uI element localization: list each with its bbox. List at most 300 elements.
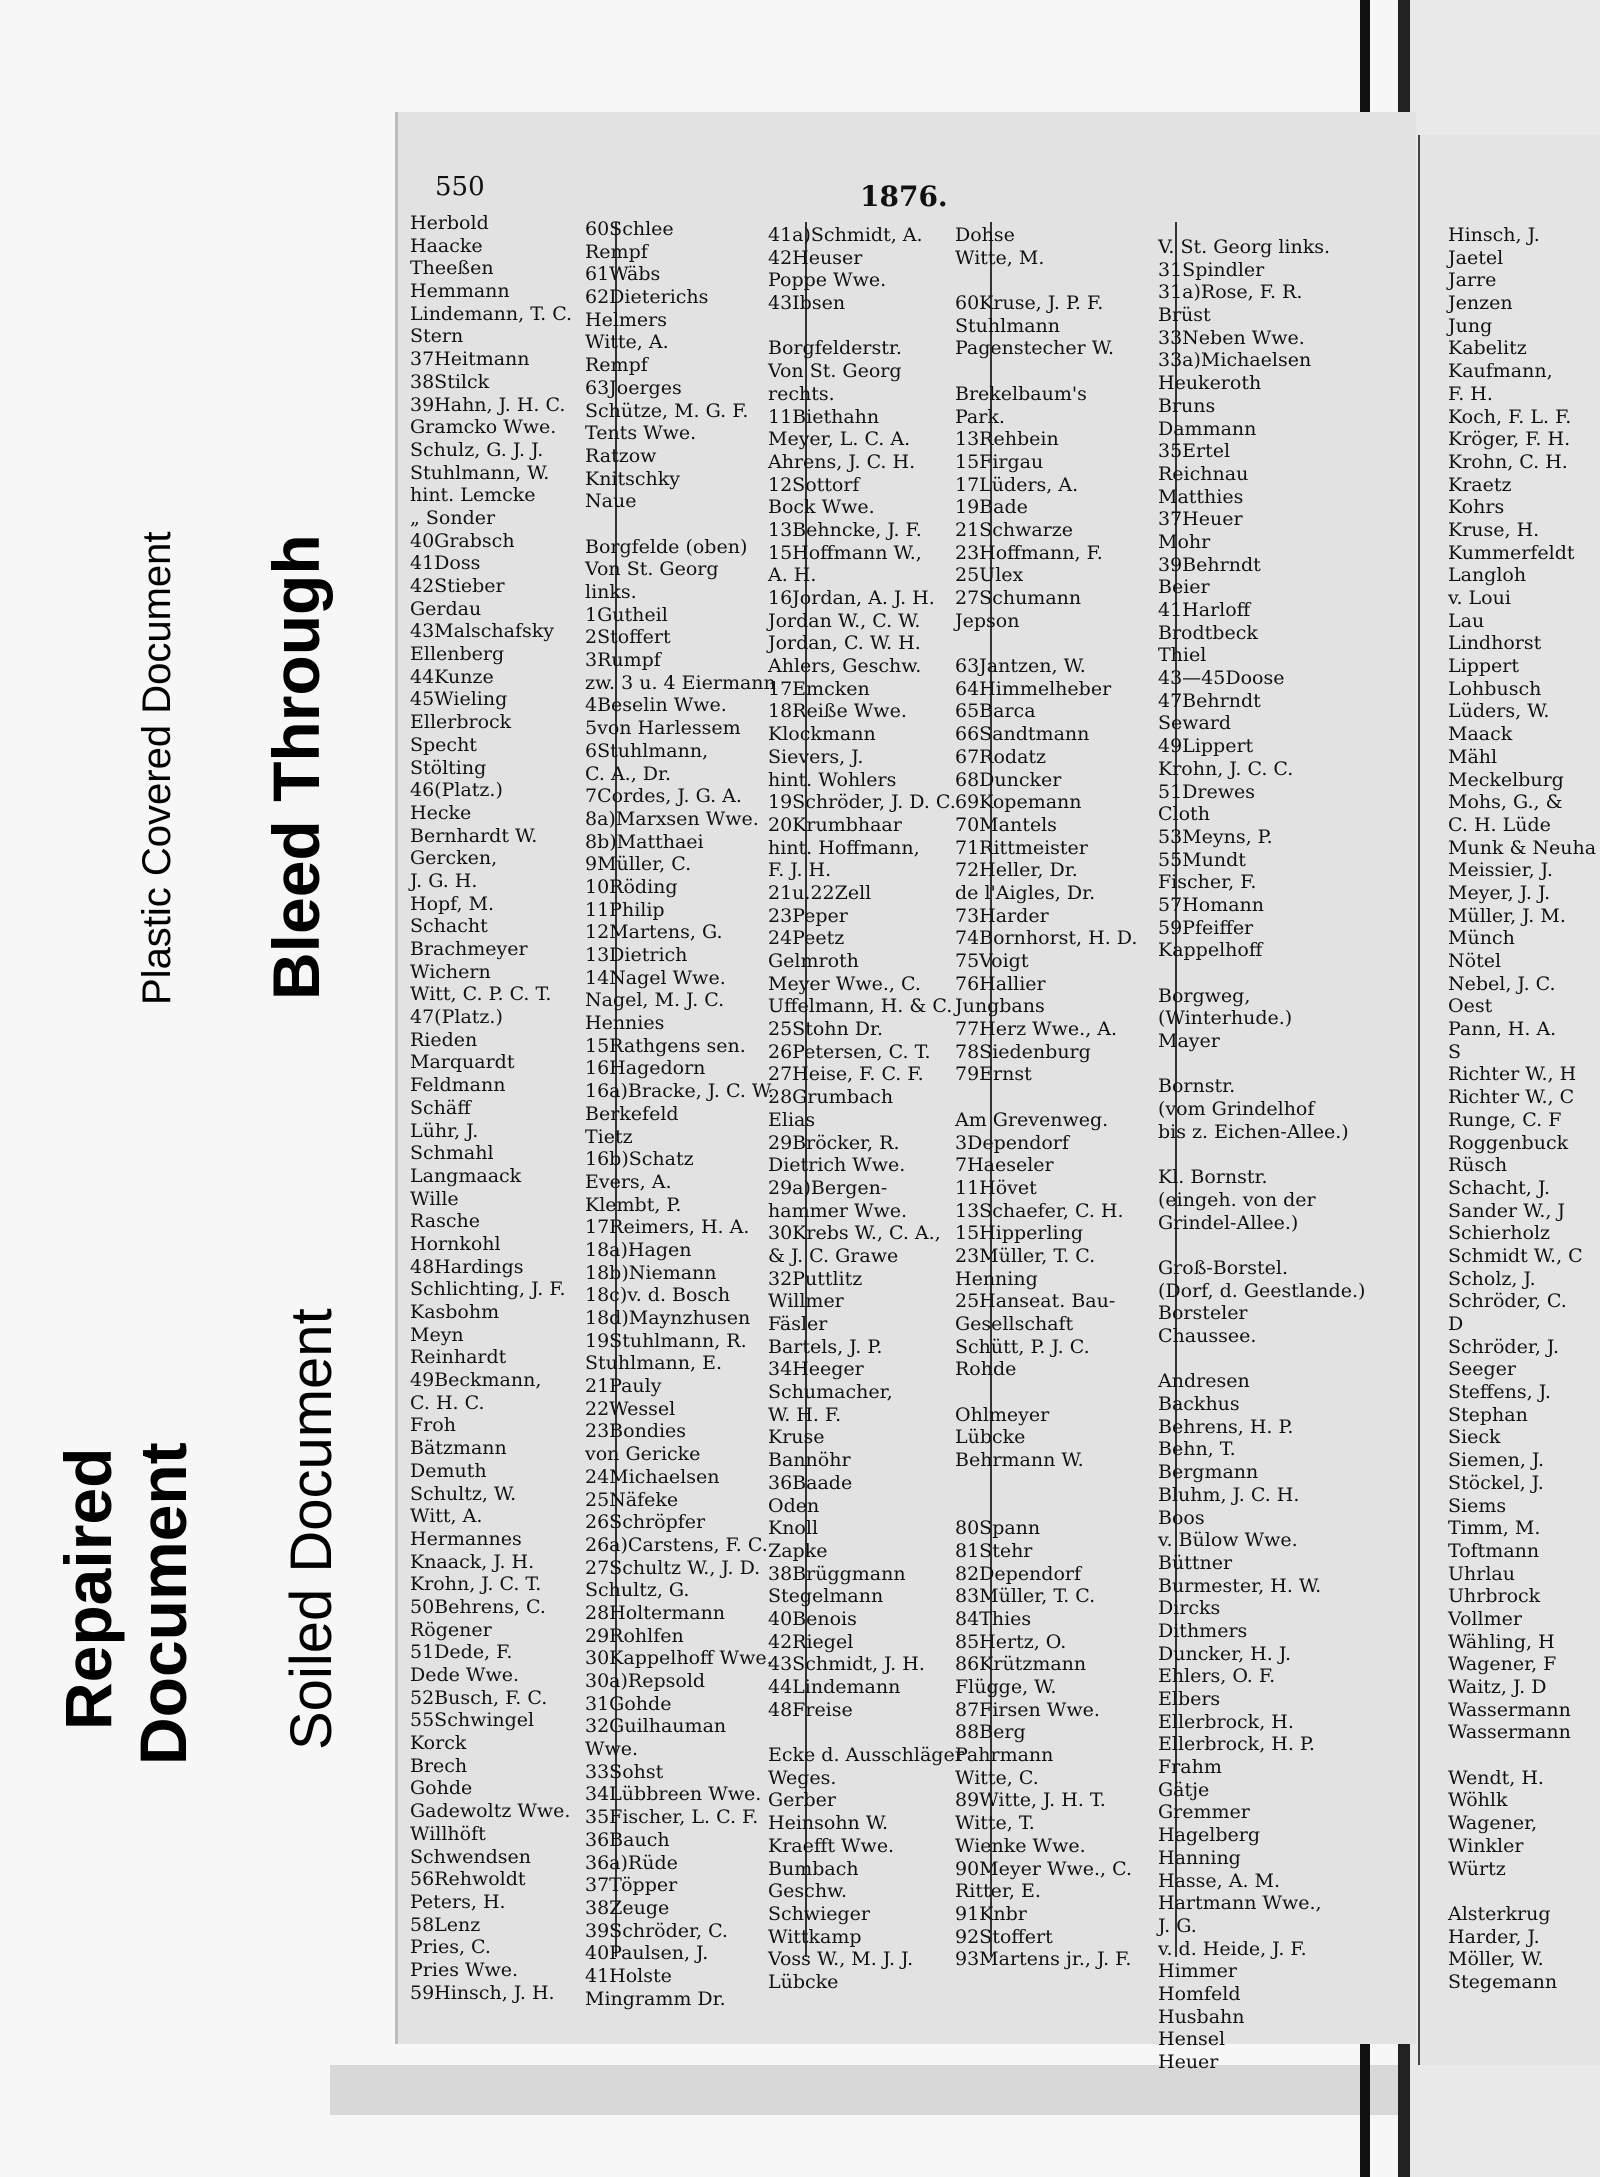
directory-entry: Meyer, L. C. A. bbox=[768, 428, 911, 451]
directory-entry: Alsterkrug bbox=[1448, 1902, 1551, 1925]
directory-entry: J. G. bbox=[1158, 1914, 1197, 1937]
directory-entry: Thiel bbox=[1158, 644, 1207, 667]
directory-entry: Dircks bbox=[1158, 1597, 1221, 1620]
directory-entry: 33Neben Wwe. bbox=[1158, 326, 1305, 349]
directory-entry: 8b)Matthaei bbox=[585, 830, 704, 853]
directory-entry: Frahm bbox=[1158, 1756, 1222, 1779]
directory-entry: Schmahl bbox=[410, 1142, 494, 1165]
directory-entry: D bbox=[1448, 1313, 1464, 1335]
directory-entry: 15Firgau bbox=[955, 450, 1044, 473]
directory-entry: 38Zeuge bbox=[585, 1896, 670, 1919]
directory-entry: Kaufmann, bbox=[1448, 360, 1553, 383]
directory-entry: 40Benois bbox=[768, 1607, 857, 1630]
directory-entry: 13Rehbein bbox=[955, 428, 1059, 451]
directory-entry: 64Himmelheber bbox=[955, 677, 1112, 700]
directory-entry: Witte, C. bbox=[955, 1766, 1039, 1789]
directory-entry: 9Müller, C. bbox=[585, 853, 692, 876]
directory-entry: Bock Wwe. bbox=[768, 496, 875, 519]
directory-entry: Witte, A. bbox=[585, 331, 669, 354]
directory-entry: Wöhlk bbox=[1448, 1789, 1508, 1812]
directory-entry: Ellenberg bbox=[410, 643, 505, 666]
directory-entry: Lohbusch bbox=[1448, 677, 1542, 700]
directory-entry: 82Dependorf bbox=[955, 1562, 1082, 1585]
directory-entry: 35Fischer, L. C. F. bbox=[585, 1806, 759, 1829]
directory-entry: 46(Platz.) bbox=[410, 779, 503, 802]
directory-entry: (vom Grindelhof bbox=[1158, 1098, 1315, 1121]
directory-entry bbox=[955, 1472, 1170, 1495]
directory-entry: 78Siedenburg bbox=[955, 1040, 1091, 1063]
directory-entry: Ehlers, O. F. bbox=[1158, 1665, 1276, 1688]
directory-entry: links. bbox=[585, 581, 637, 603]
directory-entry: Hasse, A. M. bbox=[1158, 1869, 1281, 1892]
directory-entry: Gramcko Wwe. bbox=[410, 416, 557, 439]
directory-entry: Geschw. bbox=[768, 1880, 848, 1903]
directory-entry: 79Ernst bbox=[955, 1063, 1032, 1086]
directory-entry: Hinsch, J. bbox=[1448, 224, 1540, 246]
directory-entry: 43Malschafsky bbox=[410, 620, 555, 643]
directory-entry: F. H. bbox=[1448, 382, 1493, 405]
directory-entry: 25Stohn Dr. bbox=[768, 1018, 884, 1041]
directory-entry: Schacht bbox=[410, 915, 488, 938]
directory-entry: Gätje bbox=[1158, 1778, 1210, 1801]
directory-entry: 18a)Hagen bbox=[585, 1238, 692, 1261]
directory-entry: 90Meyer Wwe., C. bbox=[955, 1857, 1133, 1880]
directory-entry: Behn, T. bbox=[1158, 1438, 1236, 1461]
directory-entry: Meissier, J. bbox=[1448, 859, 1553, 882]
directory-entry: Langloh bbox=[1448, 564, 1527, 587]
directory-entry: 17Emcken bbox=[768, 677, 870, 700]
directory-entry: Reichnau bbox=[1158, 462, 1249, 485]
directory-entry: 14Nagel Wwe. bbox=[585, 966, 726, 989]
directory-entry: 25Näfeke bbox=[585, 1488, 679, 1511]
directory-entry: 1Gutheil bbox=[585, 603, 668, 626]
directory-entry bbox=[955, 1086, 1170, 1109]
directory-entry: 53Meyns, P. bbox=[1158, 825, 1273, 848]
directory-entry: Schacht, J. bbox=[1448, 1176, 1550, 1199]
directory-entry: Stegelmann bbox=[768, 1585, 884, 1608]
directory-entry: 32Guilhauman bbox=[585, 1715, 727, 1738]
directory-entry: Nagel, M. J. C. bbox=[585, 989, 725, 1012]
directory-entry: Am Grevenweg. bbox=[955, 1108, 1109, 1131]
directory-entry bbox=[1158, 1234, 1403, 1257]
directory-entry: Oden bbox=[768, 1494, 820, 1517]
directory-entry: Borgfelde (oben) bbox=[585, 535, 748, 558]
directory-entry: Kummerfeldt bbox=[1448, 541, 1575, 564]
directory-entry: 68Duncker bbox=[955, 768, 1062, 791]
directory-entry: hint. Lemcke bbox=[410, 484, 536, 507]
directory-entry bbox=[1448, 1880, 1598, 1903]
directory-entry: Wittkamp bbox=[768, 1925, 862, 1948]
directory-entry: Toftmann bbox=[1448, 1539, 1540, 1562]
directory-entry: 19Bade bbox=[955, 496, 1028, 519]
directory-entry: 4Beselin Wwe. bbox=[585, 694, 727, 717]
directory-entry: 30Kappelhoff Wwe. bbox=[585, 1647, 773, 1670]
directory-entry: Langmaack bbox=[410, 1164, 522, 1187]
directory-entry: 23Hoffmann, F. bbox=[955, 541, 1103, 564]
directory-entry: 58Lenz bbox=[410, 1913, 481, 1936]
repaired-label-line2: Document bbox=[126, 1442, 200, 1765]
directory-entry: Berkefeld bbox=[585, 1102, 679, 1125]
directory-entry: Kruse, H. bbox=[1448, 518, 1540, 541]
directory-entry: 13Behncke, J. F. bbox=[768, 518, 922, 541]
directory-entry: Stuhlmann, E. bbox=[585, 1352, 723, 1375]
directory-entry: Hensel bbox=[1158, 2028, 1226, 2051]
directory-entry: Schlichting, J. F. bbox=[410, 1278, 566, 1301]
directory-entry: Münch bbox=[1448, 927, 1515, 950]
directory-entry: 41Harloff bbox=[1158, 599, 1251, 621]
directory-entry: Krohn, J. C. T. bbox=[410, 1573, 542, 1596]
directory-entry: Hopf, M. bbox=[410, 892, 495, 915]
directory-entry: Brüst bbox=[1158, 304, 1211, 327]
directory-entry: Hermannes bbox=[410, 1527, 522, 1550]
directory-entry: 37Heitmann bbox=[410, 348, 530, 371]
directory-entry: Homfeld bbox=[1158, 1982, 1241, 2005]
directory-entry: 21Pauly bbox=[585, 1375, 662, 1398]
directory-entry: J. G. H. bbox=[410, 869, 478, 892]
directory-entry: Rüsch bbox=[1448, 1154, 1508, 1177]
directory-entry: Flügge, W. bbox=[955, 1676, 1057, 1698]
directory-entry bbox=[955, 1381, 1170, 1404]
directory-entry: Borgfelderstr. bbox=[768, 337, 902, 360]
directory-entry: 40Paulsen, J. bbox=[585, 1942, 709, 1965]
directory-entry: 15Rathgens sen. bbox=[585, 1034, 746, 1057]
directory-entry: Bernhardt W. bbox=[410, 824, 538, 847]
directory-entry: 75Voigt bbox=[955, 950, 1029, 972]
directory-entry: Seward bbox=[1158, 712, 1232, 735]
directory-entry: Feldmann bbox=[410, 1074, 506, 1097]
directory-entry: Von St. Georg bbox=[585, 558, 719, 581]
directory-entry: Witte, M. bbox=[955, 246, 1045, 269]
directory-entry: 30a)Repsold bbox=[585, 1670, 706, 1692]
directory-entry: Mohs, G., & bbox=[1448, 791, 1563, 814]
directory-entry: Wassermann bbox=[1448, 1721, 1571, 1744]
directory-entry: Rempf bbox=[585, 240, 648, 263]
directory-entry: Runge, C. F bbox=[1448, 1108, 1562, 1131]
directory-entry: Pann, H. A. bbox=[1448, 1018, 1557, 1041]
directory-entry: Stölting bbox=[410, 756, 487, 779]
directory-entry: Steffens, J. bbox=[1448, 1381, 1551, 1404]
directory-entry: 28Grumbach bbox=[768, 1086, 894, 1109]
directory-entry: 18d)Maynzhusen bbox=[585, 1307, 751, 1329]
directory-entry: Witt, C. P. C. T. bbox=[410, 983, 552, 1006]
directory-entry: Jungbans bbox=[955, 995, 1045, 1018]
directory-entry: 50Behrens, C. bbox=[410, 1595, 546, 1618]
directory-entry: Lindemann, T. C. bbox=[410, 302, 573, 325]
directory-entry: 80Spann bbox=[955, 1517, 1041, 1540]
directory-entry: Knoll bbox=[768, 1517, 819, 1540]
directory-entry: Kabelitz bbox=[1448, 337, 1527, 360]
directory-entry: Hanning bbox=[1158, 1846, 1241, 1869]
directory-entry: 56Rehwoldt bbox=[410, 1868, 526, 1891]
directory-entry: Peters, H. bbox=[410, 1890, 506, 1913]
directory-entry: Klembt, P. bbox=[585, 1193, 682, 1216]
directory-entry: 41Holste bbox=[585, 1964, 672, 1987]
directory-entry: Uhrlau bbox=[1448, 1562, 1515, 1585]
directory-entry: 65Barca bbox=[955, 700, 1036, 723]
directory-entry: Nötel bbox=[1448, 950, 1502, 972]
directory-entry: Bluhm, J. C. H. bbox=[1158, 1483, 1300, 1506]
directory-entry: Stegemann bbox=[1448, 1970, 1558, 1993]
directory-entry: Willmer bbox=[768, 1290, 844, 1313]
directory-entry: 29Rohlfen bbox=[585, 1624, 684, 1647]
directory-entry: 18c)v. d. Bosch bbox=[585, 1284, 731, 1307]
directory-entry: C. A., Dr. bbox=[585, 762, 672, 785]
directory-entry: Cloth bbox=[1158, 803, 1210, 826]
directory-entry: Roggenbuck bbox=[1448, 1131, 1569, 1154]
directory-entry: Herbold bbox=[410, 212, 489, 234]
directory-entry: 39Hahn, J. H. C. bbox=[410, 393, 566, 416]
directory-entry: 32Puttlitz bbox=[768, 1267, 863, 1290]
directory-entry: 26Schröpfer bbox=[585, 1511, 706, 1534]
directory-entry: Rohde bbox=[955, 1358, 1017, 1381]
directory-entry: Brekelbaum's bbox=[955, 382, 1087, 405]
directory-entry: 60Kruse, J. P. F. bbox=[955, 292, 1104, 315]
directory-entry: Pahrmann bbox=[955, 1744, 1054, 1767]
directory-entry: Mayer bbox=[1158, 1030, 1220, 1053]
directory-entry: 51Drewes bbox=[1158, 780, 1255, 803]
directory-entry: 84Thies bbox=[955, 1607, 1032, 1630]
directory-entry: Witt, A. bbox=[410, 1505, 483, 1528]
directory-entry: Dithmers bbox=[1158, 1619, 1248, 1642]
directory-entry: 44Lindemann bbox=[768, 1676, 901, 1698]
directory-entry: Schwendsen bbox=[410, 1845, 532, 1868]
directory-entry: Bergmann bbox=[1158, 1461, 1259, 1484]
directory-entry: (eingeh. von der bbox=[1158, 1188, 1316, 1211]
directory-entry: Boos bbox=[1158, 1506, 1205, 1529]
directory-entry: C. H. C. bbox=[410, 1391, 485, 1414]
directory-entry: 24Peetz bbox=[768, 927, 845, 950]
directory-entry bbox=[955, 632, 1170, 655]
directory-entry: Jarre bbox=[1448, 269, 1497, 292]
directory-entry: Voss W., M. J. J. bbox=[768, 1948, 914, 1971]
directory-entry: Sieck bbox=[1448, 1426, 1501, 1449]
directory-entry: 87Firsen Wwe. bbox=[955, 1698, 1100, 1721]
directory-entry: Winkler bbox=[1448, 1834, 1524, 1857]
directory-entry: 70Mantels bbox=[955, 813, 1057, 836]
directory-entry: Pries Wwe. bbox=[410, 1958, 519, 1981]
directory-entry: 59Pfeiffer bbox=[1158, 916, 1254, 939]
directory-entry: Bätzmann bbox=[410, 1437, 507, 1460]
directory-entry: Brodtbeck bbox=[1158, 621, 1258, 644]
directory-entry: Schütze, M. G. F. bbox=[585, 399, 749, 422]
directory-entry: 28Holtermann bbox=[585, 1601, 726, 1624]
directory-entry: (Winterhude.) bbox=[1158, 1007, 1293, 1030]
directory-entry: 62Dieterichs bbox=[585, 286, 709, 309]
directory-entry: Lüders, W. bbox=[1448, 700, 1550, 723]
directory-entry: 49Beckmann, bbox=[410, 1369, 542, 1392]
directory-entry: Elias bbox=[768, 1108, 816, 1131]
directory-entry: Himmer bbox=[1158, 1960, 1238, 1983]
directory-entry: 40Grabsch bbox=[410, 529, 515, 552]
directory-entry: Korck bbox=[410, 1732, 467, 1755]
directory-entry: 42Heuser bbox=[768, 246, 863, 269]
directory-entry: Kappelhoff bbox=[1158, 939, 1263, 962]
directory-entry: Jung bbox=[1448, 314, 1493, 337]
directory-entry: Hemmann bbox=[410, 280, 510, 303]
directory-entry: Dede Wwe. bbox=[410, 1664, 519, 1686]
directory-entry: Behrens, H. P. bbox=[1158, 1415, 1294, 1438]
directory-entry: Kohrs bbox=[1448, 496, 1505, 519]
directory-entry: Schulz, G. J. J. bbox=[410, 438, 544, 461]
directory-entry: Siemen, J. bbox=[1448, 1449, 1545, 1472]
directory-entry: Kruse bbox=[768, 1426, 825, 1449]
directory-entry: Jordan, C. W. H. bbox=[768, 632, 921, 655]
directory-entry: 18b)Niemann bbox=[585, 1261, 717, 1284]
directory-entry: Mähl bbox=[1448, 745, 1498, 768]
directory-entry: Dietrich Wwe. bbox=[768, 1154, 906, 1177]
directory-entry: 29a)Bergen- bbox=[768, 1176, 888, 1199]
directory-entry: Fischer, F. bbox=[1158, 871, 1257, 894]
directory-entry: Ritter, E. bbox=[955, 1880, 1041, 1903]
directory-entry: Schütt, P. J. C. bbox=[955, 1335, 1090, 1358]
directory-entry: 16Hagedorn bbox=[585, 1057, 706, 1080]
directory-entry: 23Müller, T. C. bbox=[955, 1244, 1096, 1267]
directory-entry: Wähling, H bbox=[1448, 1630, 1555, 1653]
directory-entry: 31a)Rose, F. R. bbox=[1158, 281, 1303, 304]
directory-entry: Sander W., J bbox=[1448, 1199, 1566, 1222]
directory-entry: Mohr bbox=[1158, 530, 1211, 553]
directory-entry: Park. bbox=[955, 405, 1005, 428]
directory-entry: 16Jordan, A. J. H. bbox=[768, 587, 935, 609]
directory-entry: 17Lüders, A. bbox=[955, 473, 1079, 496]
directory-entry: Schröder, C. bbox=[1448, 1290, 1567, 1313]
directory-entry: 71Rittmeister bbox=[955, 836, 1088, 859]
directory-entry: Gelmroth bbox=[768, 950, 859, 972]
directory-entry: Specht bbox=[410, 733, 477, 756]
directory-entry: hint. Wohlers bbox=[768, 768, 897, 791]
directory-entry: A. H. bbox=[768, 564, 817, 587]
directory-entry: Hecke bbox=[410, 801, 472, 824]
directory-entry: W. H. F. bbox=[768, 1403, 842, 1426]
directory-entry: 16b)Schatz bbox=[585, 1148, 694, 1171]
directory-entry: 22Wessel bbox=[585, 1397, 676, 1420]
directory-entry: Schwieger bbox=[768, 1902, 870, 1925]
directory-entry: 60Schlee bbox=[585, 218, 674, 240]
directory-entry: 8a)Marxsen Wwe. bbox=[585, 807, 759, 830]
directory-entry: „ Sonder bbox=[410, 506, 496, 529]
directory-entry: 26a)Carstens, F. C. bbox=[585, 1533, 768, 1556]
directory-entry: 3Rumpf bbox=[585, 649, 661, 672]
directory-entry: Bartels, J. P. bbox=[768, 1335, 883, 1358]
page-number: 550 bbox=[435, 172, 485, 202]
directory-entry: Scholz, J. bbox=[1448, 1267, 1536, 1290]
directory-entry: 85Hertz, O. bbox=[955, 1630, 1067, 1653]
directory-entry: Willhöft bbox=[410, 1822, 486, 1845]
directory-entry: 59Hinsch, J. H. bbox=[410, 1981, 555, 2004]
directory-entry: Heukeroth bbox=[1158, 372, 1262, 395]
directory-entry: 11Philip bbox=[585, 898, 665, 921]
directory-entry: Evers, A. bbox=[585, 1170, 672, 1193]
directory-entry: 51Dede, F. bbox=[410, 1641, 513, 1664]
directory-entry: 35Ertel bbox=[1158, 440, 1231, 463]
directory-entry: Kasbohm bbox=[410, 1301, 500, 1323]
directory-entry: Krohn, J. C. C. bbox=[1158, 757, 1294, 780]
directory-entry: 31Gohde bbox=[585, 1692, 672, 1715]
directory-entry: 30Krebs W., C. A., bbox=[768, 1222, 941, 1245]
directory-entry: 37Töpper bbox=[585, 1874, 678, 1897]
directory-entry: Ellerbrock bbox=[410, 711, 512, 734]
directory-entry: 48Freise bbox=[768, 1698, 853, 1721]
directory-entry: Marquardt bbox=[410, 1051, 515, 1074]
directory-entry: 86Krützmann bbox=[955, 1653, 1087, 1676]
directory-entry: Backhus bbox=[1158, 1393, 1240, 1416]
directory-entry: Rieden bbox=[410, 1028, 478, 1051]
directory-entry: 7Haeseler bbox=[955, 1154, 1054, 1177]
directory-entry: Möller, W. bbox=[1448, 1948, 1544, 1971]
directory-entry bbox=[955, 360, 1170, 383]
directory-entry: Wassermann bbox=[1448, 1698, 1571, 1721]
directory-entry: Vollmer bbox=[1448, 1607, 1522, 1630]
directory-entry: Gremmer bbox=[1158, 1801, 1250, 1824]
directory-entry: Mingramm Dr. bbox=[585, 1987, 726, 2010]
directory-entry: (Dorf, d. Geestlande.) bbox=[1158, 1279, 1366, 1302]
directory-entry: Heinsohn W. bbox=[768, 1812, 889, 1835]
directory-entry: Naue bbox=[585, 490, 637, 513]
directory-entry: 83Müller, T. C. bbox=[955, 1585, 1096, 1608]
directory-entry: Meckelburg bbox=[1448, 768, 1564, 791]
directory-entry: Husbahn bbox=[1158, 2005, 1245, 2028]
directory-entry: 19Schröder, J. D. C. bbox=[768, 791, 956, 814]
directory-entry: 11Biethahn bbox=[768, 405, 880, 428]
directory-entry: hammer Wwe. bbox=[768, 1199, 908, 1222]
directory-entry: Brech bbox=[410, 1754, 468, 1777]
directory-entry: Sievers, J. bbox=[768, 745, 864, 768]
directory-entry: Gercken, bbox=[410, 847, 498, 870]
directory-entry: Bornstr. bbox=[1158, 1075, 1236, 1098]
directory-entry bbox=[1158, 962, 1403, 985]
directory-entry: Rasche bbox=[410, 1210, 480, 1233]
directory-entry: 69Kopemann bbox=[955, 791, 1082, 814]
directory-entry: Witte, T. bbox=[955, 1812, 1035, 1835]
directory-entry: 12Sottorf bbox=[768, 473, 860, 496]
directory-entry: Koch, F. L. F. bbox=[1448, 405, 1572, 428]
directory-entry: 21Schwarze bbox=[955, 518, 1073, 541]
directory-entry bbox=[955, 269, 1170, 292]
directory-entry: Pries, C. bbox=[410, 1936, 491, 1959]
directory-entry: Von St. Georg bbox=[768, 360, 902, 383]
directory-entry: 45Wieling bbox=[410, 688, 508, 711]
directory-entry: Froh bbox=[410, 1414, 456, 1437]
directory-entry: Elbers bbox=[1158, 1688, 1221, 1710]
directory-entry: 38Stilck bbox=[410, 370, 490, 393]
directory-entry: Wille bbox=[410, 1187, 459, 1210]
directory-entry: 10Röding bbox=[585, 875, 678, 898]
directory-entry: Bumbach bbox=[768, 1857, 859, 1880]
directory-entry: 41a)Schmidt, A. bbox=[768, 224, 923, 246]
directory-entry: Wichern bbox=[410, 960, 491, 983]
directory-column-4 bbox=[955, 224, 1170, 1971]
directory-entry: Schmidt W., C bbox=[1448, 1244, 1583, 1267]
directory-column-6 bbox=[1448, 224, 1598, 1994]
directory-entry: Knaack, J. H. bbox=[410, 1550, 535, 1573]
directory-entry: 24Michaelsen bbox=[585, 1465, 720, 1488]
directory-entry: Gesellschaft bbox=[955, 1313, 1074, 1335]
directory-entry: Stern bbox=[410, 325, 464, 348]
directory-entry: Demuth bbox=[410, 1459, 487, 1482]
directory-entry: Maack bbox=[1448, 723, 1513, 746]
directory-entry: Borsteler bbox=[1158, 1302, 1248, 1325]
directory-entry: 63Joerges bbox=[585, 376, 682, 399]
directory-entry: Siems bbox=[1448, 1494, 1507, 1517]
directory-entry: 36Baade bbox=[768, 1471, 853, 1494]
directory-entry: Helmers bbox=[585, 308, 667, 331]
directory-entry: Krohn, C. H. bbox=[1448, 450, 1568, 473]
directory-entry: 26Petersen, C. T. bbox=[768, 1040, 931, 1063]
directory-entry: 29Bröcker, R. bbox=[768, 1131, 900, 1154]
directory-entry: Würtz bbox=[1448, 1857, 1506, 1880]
directory-entry: 47Behrndt bbox=[1158, 689, 1261, 712]
directory-entry: 93Martens jr., J. F. bbox=[955, 1948, 1132, 1971]
